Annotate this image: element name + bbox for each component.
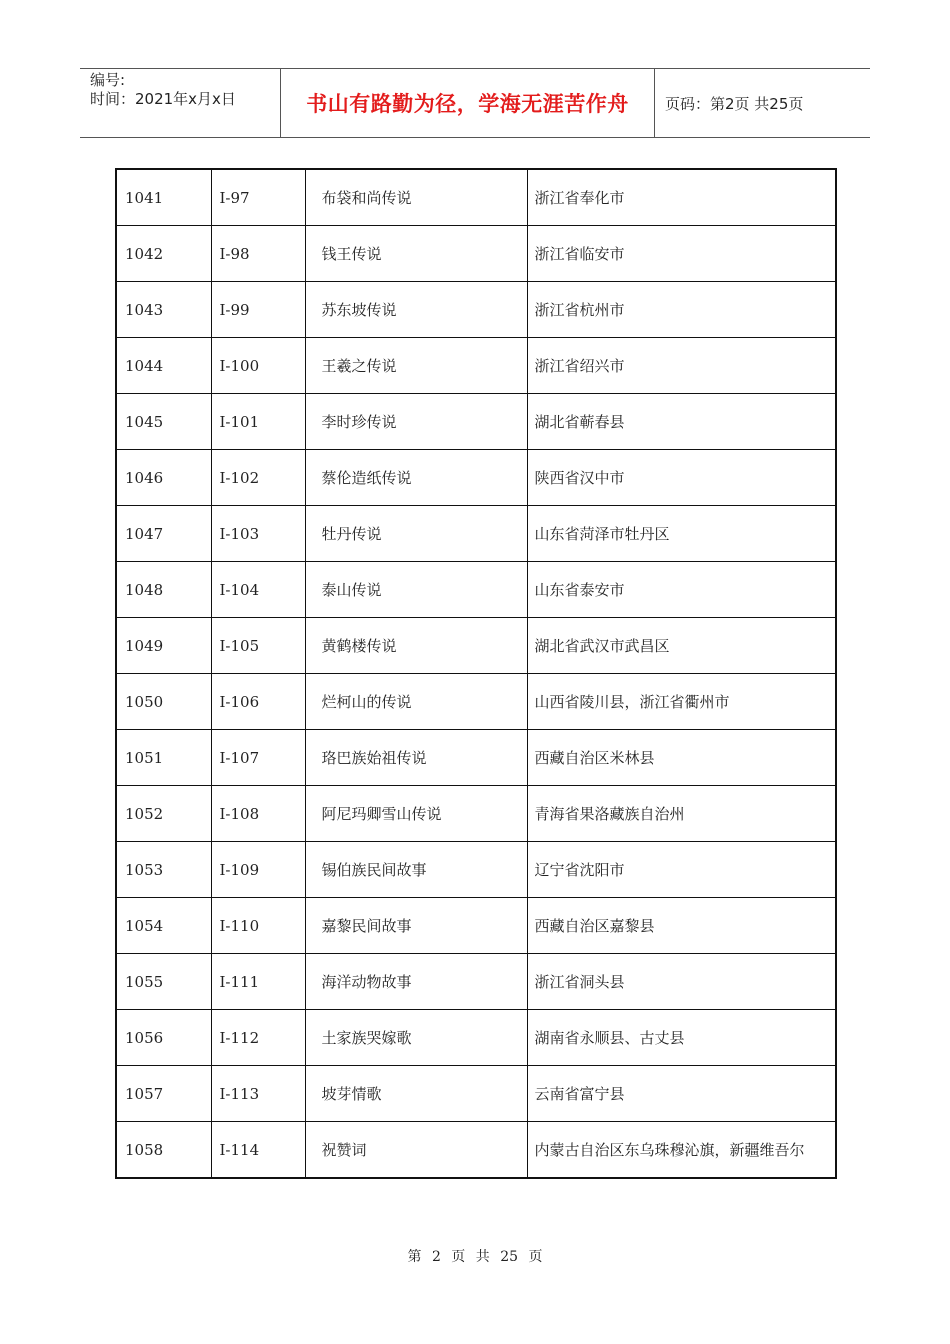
- cell-region: 山西省陵川县，浙江省衢州市: [527, 674, 836, 730]
- cell-project-code: I-102: [211, 450, 305, 506]
- cell-region: 浙江省洞头县: [527, 954, 836, 1010]
- cell-project-code: I-107: [211, 730, 305, 786]
- cell-item-number: 1041: [116, 169, 211, 226]
- table-row: [116, 226, 836, 282]
- cell-item-number: 1050: [116, 674, 211, 730]
- cell-region: 浙江省杭州市: [527, 282, 836, 338]
- table-row: [116, 338, 836, 394]
- cell-region: 青海省果洛藏族自治州: [527, 786, 836, 842]
- cell-project-name: 珞巴族始祖传说: [305, 730, 527, 786]
- cell-project-code: I-113: [211, 1066, 305, 1122]
- cell-project-name: 黄鹤楼传说: [305, 618, 527, 674]
- cell-item-number: 1049: [116, 618, 211, 674]
- cell-item-number: 1055: [116, 954, 211, 1010]
- table-row: [116, 954, 836, 1010]
- table-row: [116, 506, 836, 562]
- time-label: 时间：2021年x月x日: [90, 90, 236, 108]
- table-row: [116, 786, 836, 842]
- table-row: [116, 282, 836, 338]
- cell-item-number: 1052: [116, 786, 211, 842]
- cell-project-name: 锡伯族民间故事: [305, 842, 527, 898]
- cell-region: 山东省泰安市: [527, 562, 836, 618]
- table-row: [116, 674, 836, 730]
- cell-item-number: 1057: [116, 1066, 211, 1122]
- cell-item-number: 1056: [116, 1010, 211, 1066]
- serial-label: 编号:: [90, 71, 126, 89]
- cell-region: 内蒙古自治区东乌珠穆沁旗，新疆维吾尔: [527, 1122, 836, 1179]
- cell-project-code: I-104: [211, 562, 305, 618]
- cell-item-number: 1054: [116, 898, 211, 954]
- table-row: [116, 730, 836, 786]
- cell-project-name: 钱王传说: [305, 226, 527, 282]
- cell-project-name: 海洋动物故事: [305, 954, 527, 1010]
- cell-project-name: 坡芽情歌: [305, 1066, 527, 1122]
- cell-project-code: I-97: [211, 169, 305, 226]
- cell-project-code: I-99: [211, 282, 305, 338]
- cell-region: 湖南省永顺县、古丈县: [527, 1010, 836, 1066]
- cell-project-name: 泰山传说: [305, 562, 527, 618]
- cell-region: 西藏自治区米林县: [527, 730, 836, 786]
- cell-region: 湖北省武汉市武昌区: [527, 618, 836, 674]
- table-row: [116, 394, 836, 450]
- cell-project-code: I-100: [211, 338, 305, 394]
- header-motto: 书山有路勤为径，学海无涯苦作舟: [281, 69, 655, 137]
- cell-region: 浙江省绍兴市: [527, 338, 836, 394]
- cell-project-name: 李时珍传说: [305, 394, 527, 450]
- header-page-info: 页码：第2页 共25页: [665, 94, 804, 113]
- cell-item-number: 1043: [116, 282, 211, 338]
- cell-project-code: I-103: [211, 506, 305, 562]
- cell-project-name: 阿尼玛卿雪山传说: [305, 786, 527, 842]
- page-footer: 第 2 页 共 25 页: [407, 1249, 543, 1265]
- cell-item-number: 1058: [116, 1122, 211, 1179]
- cell-region: 辽宁省沈阳市: [527, 842, 836, 898]
- table-row: [116, 1122, 836, 1179]
- cell-project-name: 牡丹传说: [305, 506, 527, 562]
- cell-region: 山东省菏泽市牡丹区: [527, 506, 836, 562]
- table-row: [116, 450, 836, 506]
- cell-project-name: 王羲之传说: [305, 338, 527, 394]
- cell-project-code: I-111: [211, 954, 305, 1010]
- cell-project-name: 烂柯山的传说: [305, 674, 527, 730]
- heritage-table: [115, 168, 837, 1179]
- cell-project-name: 土家族哭嫁歌: [305, 1010, 527, 1066]
- cell-region: 云南省富宁县: [527, 1066, 836, 1122]
- cell-project-code: I-108: [211, 786, 305, 842]
- cell-project-code: I-98: [211, 226, 305, 282]
- cell-project-code: I-101: [211, 394, 305, 450]
- cell-project-code: I-110: [211, 898, 305, 954]
- cell-project-name: 苏东坡传说: [305, 282, 527, 338]
- table-row: [116, 169, 836, 226]
- cell-project-code: I-105: [211, 618, 305, 674]
- cell-project-name: 布袋和尚传说: [305, 169, 527, 226]
- cell-item-number: 1044: [116, 338, 211, 394]
- page-header: [80, 68, 870, 138]
- cell-item-number: 1042: [116, 226, 211, 282]
- cell-item-number: 1051: [116, 730, 211, 786]
- table-row: [116, 618, 836, 674]
- table-row: [116, 1066, 836, 1122]
- cell-region: 浙江省奉化市: [527, 169, 836, 226]
- cell-item-number: 1046: [116, 450, 211, 506]
- table-row: [116, 562, 836, 618]
- table-row: [116, 842, 836, 898]
- cell-project-code: I-109: [211, 842, 305, 898]
- cell-item-number: 1053: [116, 842, 211, 898]
- cell-item-number: 1045: [116, 394, 211, 450]
- table-row: [116, 898, 836, 954]
- cell-project-name: 蔡伦造纸传说: [305, 450, 527, 506]
- cell-project-code: I-114: [211, 1122, 305, 1179]
- cell-project-name: 嘉黎民间故事: [305, 898, 527, 954]
- cell-region: 西藏自治区嘉黎县: [527, 898, 836, 954]
- header-meta: [80, 69, 281, 137]
- cell-region: 陕西省汉中市: [527, 450, 836, 506]
- cell-project-code: I-112: [211, 1010, 305, 1066]
- table-row: [116, 1010, 836, 1066]
- cell-region: 湖北省蕲春县: [527, 394, 836, 450]
- cell-project-name: 祝赞词: [305, 1122, 527, 1179]
- cell-item-number: 1047: [116, 506, 211, 562]
- cell-region: 浙江省临安市: [527, 226, 836, 282]
- table-body: [116, 169, 836, 1178]
- cell-item-number: 1048: [116, 562, 211, 618]
- cell-project-code: I-106: [211, 674, 305, 730]
